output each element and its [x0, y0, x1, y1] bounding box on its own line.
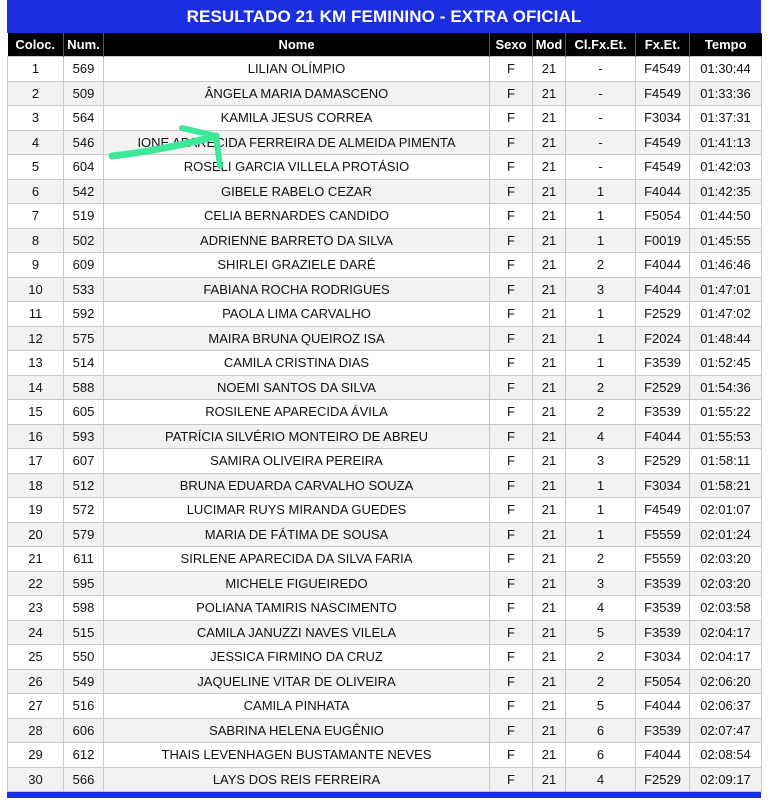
table-row	[8, 645, 762, 670]
table-row	[8, 179, 762, 204]
cell-cl-fx-et: 4	[566, 596, 636, 621]
cell-coloc: 4	[8, 130, 64, 155]
cell-mod: 21	[533, 694, 566, 719]
cell-coloc: 8	[8, 228, 64, 253]
cell-num: 509	[64, 81, 104, 106]
cell-cl-fx-et: 1	[566, 302, 636, 327]
cell-tempo: 01:47:02	[690, 302, 762, 327]
cell-nome: GIBELE RABELO CEZAR	[104, 179, 490, 204]
cell-sexo: F	[490, 253, 533, 278]
cell-tempo: 01:55:53	[690, 424, 762, 449]
cell-tempo: 02:01:07	[690, 498, 762, 523]
table-row	[8, 694, 762, 719]
table-row	[8, 571, 762, 596]
cell-tempo: 01:58:21	[690, 473, 762, 498]
cell-sexo: F	[490, 547, 533, 572]
cell-nome: JAQUELINE VITAR DE OLIVEIRA	[104, 669, 490, 694]
cell-sexo: F	[490, 57, 533, 82]
cell-nome: CAMILA PINHATA	[104, 694, 490, 719]
cell-coloc: 13	[8, 351, 64, 376]
cell-coloc: 29	[8, 743, 64, 768]
cell-mod: 21	[533, 743, 566, 768]
cell-num: 546	[64, 130, 104, 155]
cell-nome: PAOLA LIMA CARVALHO	[104, 302, 490, 327]
column-header-nome: Nome	[104, 33, 490, 57]
cell-cl-fx-et: 3	[566, 571, 636, 596]
cell-mod: 21	[533, 424, 566, 449]
cell-sexo: F	[490, 106, 533, 131]
cell-tempo: 02:08:54	[690, 743, 762, 768]
cell-nome: SAMIRA OLIVEIRA PEREIRA	[104, 449, 490, 474]
cell-tempo: 01:37:31	[690, 106, 762, 131]
cell-nome: KAMILA JESUS CORREA	[104, 106, 490, 131]
cell-num: 516	[64, 694, 104, 719]
cell-coloc: 18	[8, 473, 64, 498]
cell-coloc: 5	[8, 155, 64, 180]
table-row	[8, 277, 762, 302]
cell-coloc: 20	[8, 522, 64, 547]
cell-tempo: 01:33:36	[690, 81, 762, 106]
cell-fx-et: F2024	[636, 326, 690, 351]
cell-num: 515	[64, 620, 104, 645]
cell-sexo: F	[490, 718, 533, 743]
cell-num: 575	[64, 326, 104, 351]
cell-cl-fx-et: 2	[566, 669, 636, 694]
cell-fx-et: F4044	[636, 424, 690, 449]
cell-fx-et: F4549	[636, 498, 690, 523]
column-header-coloc: Coloc.	[8, 33, 64, 57]
cell-coloc: 6	[8, 179, 64, 204]
cell-tempo: 02:06:20	[690, 669, 762, 694]
cell-fx-et: F2529	[636, 302, 690, 327]
cell-fx-et: F5559	[636, 522, 690, 547]
cell-fx-et: F4549	[636, 81, 690, 106]
cell-cl-fx-et: 1	[566, 522, 636, 547]
cell-mod: 21	[533, 130, 566, 155]
cell-nome: LUCIMAR RUYS MIRANDA GUEDES	[104, 498, 490, 523]
cell-cl-fx-et: 2	[566, 645, 636, 670]
results-title: RESULTADO 21 KM FEMININO - EXTRA OFICIAL	[7, 0, 761, 33]
cell-mod: 21	[533, 228, 566, 253]
results-table	[7, 33, 762, 792]
cell-tempo: 02:07:47	[690, 718, 762, 743]
column-header-sexo: Sexo	[490, 33, 533, 57]
cell-fx-et: F4044	[636, 179, 690, 204]
cell-num: 550	[64, 645, 104, 670]
cell-cl-fx-et: 5	[566, 694, 636, 719]
cell-mod: 21	[533, 179, 566, 204]
cell-sexo: F	[490, 473, 533, 498]
cell-mod: 21	[533, 106, 566, 131]
cell-nome: ROSILENE APARECIDA ÁVILA	[104, 400, 490, 425]
cell-coloc: 17	[8, 449, 64, 474]
cell-sexo: F	[490, 743, 533, 768]
cell-tempo: 01:54:36	[690, 375, 762, 400]
cell-sexo: F	[490, 277, 533, 302]
table-row	[8, 449, 762, 474]
cell-nome: ÂNGELA MARIA DAMASCENO	[104, 81, 490, 106]
cell-fx-et: F3539	[636, 718, 690, 743]
cell-coloc: 15	[8, 400, 64, 425]
cell-sexo: F	[490, 302, 533, 327]
cell-coloc: 1	[8, 57, 64, 82]
table-row	[8, 326, 762, 351]
cell-cl-fx-et: 6	[566, 718, 636, 743]
cell-num: 549	[64, 669, 104, 694]
cell-mod: 21	[533, 718, 566, 743]
table-row	[8, 302, 762, 327]
cell-num: 611	[64, 547, 104, 572]
cell-num: 569	[64, 57, 104, 82]
column-header-num: Num.	[64, 33, 104, 57]
cell-nome: MARIA DE FÁTIMA DE SOUSA	[104, 522, 490, 547]
cell-num: 606	[64, 718, 104, 743]
table-row	[8, 473, 762, 498]
cell-sexo: F	[490, 351, 533, 376]
cell-cl-fx-et: 1	[566, 228, 636, 253]
cell-sexo: F	[490, 522, 533, 547]
cell-sexo: F	[490, 571, 533, 596]
cell-sexo: F	[490, 81, 533, 106]
cell-nome: SHIRLEI GRAZIELE DARÉ	[104, 253, 490, 278]
cell-nome: IONE APARECIDA FERREIRA DE ALMEIDA PIMENTA	[104, 130, 490, 155]
cell-mod: 21	[533, 547, 566, 572]
cell-nome: CELIA BERNARDES CANDIDO	[104, 204, 490, 229]
cell-tempo: 02:01:24	[690, 522, 762, 547]
cell-mod: 21	[533, 302, 566, 327]
cell-cl-fx-et: 2	[566, 375, 636, 400]
cell-mod: 21	[533, 522, 566, 547]
cell-mod: 21	[533, 498, 566, 523]
cell-num: 514	[64, 351, 104, 376]
cell-sexo: F	[490, 767, 533, 792]
cell-coloc: 26	[8, 669, 64, 694]
table-row	[8, 424, 762, 449]
table-row	[8, 253, 762, 278]
cell-coloc: 9	[8, 253, 64, 278]
cell-fx-et: F4549	[636, 130, 690, 155]
cell-mod: 21	[533, 375, 566, 400]
cell-cl-fx-et: -	[566, 130, 636, 155]
cell-cl-fx-et: -	[566, 81, 636, 106]
cell-mod: 21	[533, 669, 566, 694]
cell-fx-et: F4044	[636, 277, 690, 302]
cell-mod: 21	[533, 571, 566, 596]
cell-tempo: 01:42:35	[690, 179, 762, 204]
table-row	[8, 767, 762, 792]
cell-num: 564	[64, 106, 104, 131]
cell-tempo: 01:47:01	[690, 277, 762, 302]
cell-fx-et: F2529	[636, 375, 690, 400]
cell-sexo: F	[490, 424, 533, 449]
cell-sexo: F	[490, 620, 533, 645]
cell-mod: 21	[533, 645, 566, 670]
cell-num: 612	[64, 743, 104, 768]
table-row	[8, 522, 762, 547]
cell-fx-et: F5054	[636, 669, 690, 694]
cell-cl-fx-et: -	[566, 155, 636, 180]
cell-mod: 21	[533, 400, 566, 425]
cell-tempo: 02:03:20	[690, 547, 762, 572]
cell-nome: POLIANA TAMIRIS NASCIMENTO	[104, 596, 490, 621]
column-header-cl-fx-et: Cl.Fx.Et.	[566, 33, 636, 57]
cell-num: 604	[64, 155, 104, 180]
cell-tempo: 01:46:46	[690, 253, 762, 278]
cell-cl-fx-et: -	[566, 106, 636, 131]
cell-fx-et: F4044	[636, 694, 690, 719]
cell-nome: MAIRA BRUNA QUEIROZ ISA	[104, 326, 490, 351]
table-body	[8, 57, 762, 792]
cell-mod: 21	[533, 767, 566, 792]
table-row	[8, 155, 762, 180]
cell-fx-et: F3539	[636, 400, 690, 425]
cell-num: 519	[64, 204, 104, 229]
table-row	[8, 400, 762, 425]
cell-nome: JESSICA FIRMINO DA CRUZ	[104, 645, 490, 670]
cell-coloc: 21	[8, 547, 64, 572]
cell-tempo: 02:06:37	[690, 694, 762, 719]
cell-fx-et: F3539	[636, 596, 690, 621]
cell-sexo: F	[490, 375, 533, 400]
cell-fx-et: F3034	[636, 106, 690, 131]
cell-cl-fx-et: 3	[566, 277, 636, 302]
cell-cl-fx-et: 2	[566, 400, 636, 425]
cell-cl-fx-et: 1	[566, 473, 636, 498]
cell-tempo: 01:55:22	[690, 400, 762, 425]
bottom-bar	[7, 792, 761, 798]
cell-tempo: 01:58:11	[690, 449, 762, 474]
cell-sexo: F	[490, 179, 533, 204]
cell-sexo: F	[490, 204, 533, 229]
cell-mod: 21	[533, 81, 566, 106]
cell-nome: SIRLENE APARECIDA DA SILVA FARIA	[104, 547, 490, 572]
table-row	[8, 106, 762, 131]
cell-cl-fx-et: -	[566, 57, 636, 82]
table-row	[8, 620, 762, 645]
cell-num: 598	[64, 596, 104, 621]
cell-sexo: F	[490, 694, 533, 719]
cell-coloc: 7	[8, 204, 64, 229]
cell-coloc: 25	[8, 645, 64, 670]
cell-num: 588	[64, 375, 104, 400]
table-row	[8, 375, 762, 400]
cell-cl-fx-et: 1	[566, 179, 636, 204]
cell-mod: 21	[533, 620, 566, 645]
cell-mod: 21	[533, 204, 566, 229]
cell-tempo: 01:44:50	[690, 204, 762, 229]
cell-nome: NOEMI SANTOS DA SILVA	[104, 375, 490, 400]
cell-fx-et: F5054	[636, 204, 690, 229]
cell-nome: CAMILA JANUZZI NAVES VILELA	[104, 620, 490, 645]
table-row	[8, 743, 762, 768]
cell-tempo: 02:09:17	[690, 767, 762, 792]
cell-nome: LILIAN OLÍMPIO	[104, 57, 490, 82]
table-row	[8, 596, 762, 621]
cell-mod: 21	[533, 473, 566, 498]
cell-cl-fx-et: 1	[566, 326, 636, 351]
cell-fx-et: F3034	[636, 645, 690, 670]
table-row	[8, 669, 762, 694]
cell-tempo: 01:42:03	[690, 155, 762, 180]
cell-mod: 21	[533, 277, 566, 302]
cell-num: 605	[64, 400, 104, 425]
table-row	[8, 81, 762, 106]
cell-sexo: F	[490, 645, 533, 670]
cell-coloc: 27	[8, 694, 64, 719]
cell-cl-fx-et: 2	[566, 547, 636, 572]
table-row	[8, 498, 762, 523]
cell-mod: 21	[533, 155, 566, 180]
cell-cl-fx-et: 3	[566, 449, 636, 474]
cell-fx-et: F3539	[636, 620, 690, 645]
cell-coloc: 10	[8, 277, 64, 302]
cell-nome: ADRIENNE BARRETO DA SILVA	[104, 228, 490, 253]
cell-tempo: 01:48:44	[690, 326, 762, 351]
cell-tempo: 02:04:17	[690, 620, 762, 645]
cell-cl-fx-et: 5	[566, 620, 636, 645]
cell-fx-et: F2529	[636, 767, 690, 792]
cell-tempo: 02:03:58	[690, 596, 762, 621]
cell-fx-et: F3539	[636, 351, 690, 376]
cell-coloc: 11	[8, 302, 64, 327]
cell-fx-et: F2529	[636, 449, 690, 474]
cell-sexo: F	[490, 326, 533, 351]
table-row	[8, 204, 762, 229]
cell-tempo: 02:03:20	[690, 571, 762, 596]
cell-num: 595	[64, 571, 104, 596]
table-row	[8, 718, 762, 743]
cell-mod: 21	[533, 253, 566, 278]
cell-fx-et: F0019	[636, 228, 690, 253]
cell-fx-et: F4549	[636, 155, 690, 180]
results-sheet	[7, 0, 761, 798]
cell-sexo: F	[490, 449, 533, 474]
table-row	[8, 130, 762, 155]
cell-cl-fx-et: 4	[566, 767, 636, 792]
cell-num: 609	[64, 253, 104, 278]
cell-num: 579	[64, 522, 104, 547]
cell-mod: 21	[533, 596, 566, 621]
cell-num: 607	[64, 449, 104, 474]
cell-tempo: 01:30:44	[690, 57, 762, 82]
cell-coloc: 30	[8, 767, 64, 792]
cell-mod: 21	[533, 57, 566, 82]
cell-nome: FABIANA ROCHA RODRIGUES	[104, 277, 490, 302]
cell-cl-fx-et: 6	[566, 743, 636, 768]
cell-coloc: 14	[8, 375, 64, 400]
cell-tempo: 01:41:13	[690, 130, 762, 155]
cell-sexo: F	[490, 228, 533, 253]
column-header-mod: Mod	[533, 33, 566, 57]
cell-cl-fx-et: 1	[566, 498, 636, 523]
column-header-fx-et: Fx.Et.	[636, 33, 690, 57]
cell-coloc: 24	[8, 620, 64, 645]
cell-nome: CAMILA CRISTINA DIAS	[104, 351, 490, 376]
cell-fx-et: F4549	[636, 57, 690, 82]
cell-sexo: F	[490, 669, 533, 694]
cell-num: 502	[64, 228, 104, 253]
cell-coloc: 19	[8, 498, 64, 523]
cell-tempo: 01:45:55	[690, 228, 762, 253]
cell-sexo: F	[490, 400, 533, 425]
cell-sexo: F	[490, 155, 533, 180]
cell-num: 572	[64, 498, 104, 523]
cell-nome: MICHELE FIGUEIREDO	[104, 571, 490, 596]
cell-num: 593	[64, 424, 104, 449]
cell-mod: 21	[533, 449, 566, 474]
cell-cl-fx-et: 1	[566, 351, 636, 376]
cell-nome: THAIS LEVENHAGEN BUSTAMANTE NEVES	[104, 743, 490, 768]
cell-coloc: 23	[8, 596, 64, 621]
table-row	[8, 547, 762, 572]
cell-fx-et: F5559	[636, 547, 690, 572]
cell-cl-fx-et: 4	[566, 424, 636, 449]
cell-tempo: 01:52:45	[690, 351, 762, 376]
cell-coloc: 12	[8, 326, 64, 351]
cell-mod: 21	[533, 326, 566, 351]
table-header-row	[8, 33, 762, 57]
cell-cl-fx-et: 1	[566, 204, 636, 229]
table-row	[8, 228, 762, 253]
cell-num: 533	[64, 277, 104, 302]
cell-fx-et: F4044	[636, 743, 690, 768]
cell-fx-et: F4044	[636, 253, 690, 278]
cell-tempo: 02:04:17	[690, 645, 762, 670]
cell-num: 566	[64, 767, 104, 792]
cell-coloc: 3	[8, 106, 64, 131]
cell-coloc: 28	[8, 718, 64, 743]
cell-nome: BRUNA EDUARDA CARVALHO SOUZA	[104, 473, 490, 498]
cell-coloc: 2	[8, 81, 64, 106]
table-row	[8, 351, 762, 376]
cell-cl-fx-et: 2	[566, 253, 636, 278]
column-header-tempo: Tempo	[690, 33, 762, 57]
cell-coloc: 16	[8, 424, 64, 449]
cell-num: 542	[64, 179, 104, 204]
cell-sexo: F	[490, 498, 533, 523]
cell-nome: PATRÍCIA SILVÉRIO MONTEIRO DE ABREU	[104, 424, 490, 449]
cell-sexo: F	[490, 130, 533, 155]
cell-nome: ROSELI GARCIA VILLELA PROTÁSIO	[104, 155, 490, 180]
cell-num: 512	[64, 473, 104, 498]
cell-sexo: F	[490, 596, 533, 621]
cell-fx-et: F3034	[636, 473, 690, 498]
table-row	[8, 57, 762, 82]
cell-num: 592	[64, 302, 104, 327]
cell-nome: LAYS DOS REIS FERREIRA	[104, 767, 490, 792]
cell-coloc: 22	[8, 571, 64, 596]
cell-nome: SABRINA HELENA EUGÊNIO	[104, 718, 490, 743]
cell-mod: 21	[533, 351, 566, 376]
cell-fx-et: F3539	[636, 571, 690, 596]
